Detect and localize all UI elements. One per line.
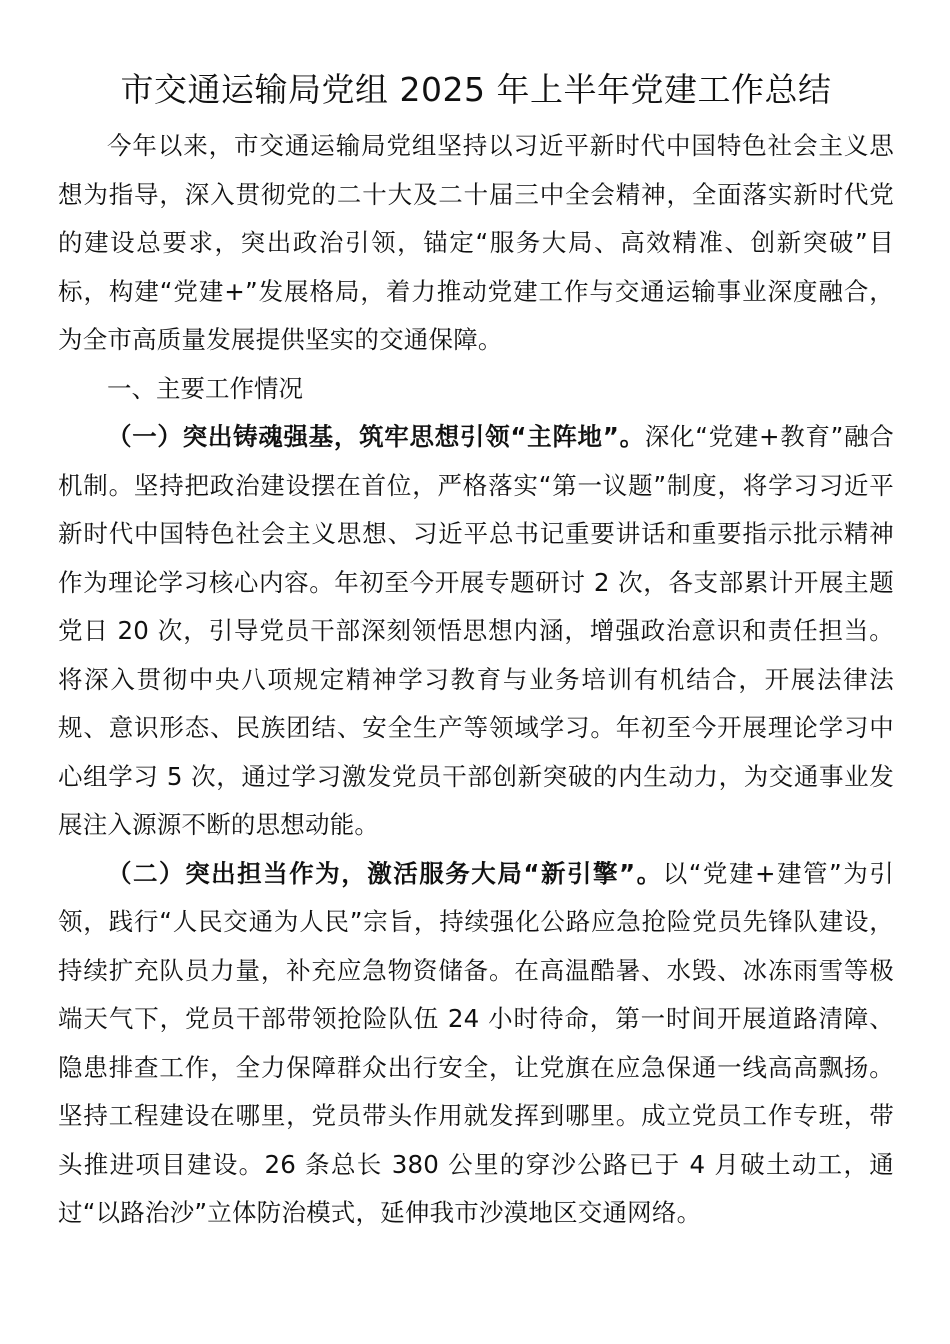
- subsection-2-heading: （二）突出担当作为，激活服务大局“新引擎”。: [107, 858, 663, 888]
- subsection-2-body: 以“党建+建管”为引领，践行“人民交通为人民”宗旨，持续强化公路应急抢险党员先锋队建设，持续扩充队员力量，补充应急物资储备。在高温酷暑、水毁、冰冻雨雪等极端天气下，党员干部带领抢险队伍 24 小时待命，第一时间开展道路清障、隐患排查工作，全力保障群众出行安全，让党旗在应急保通一线高高飘扬。坚持工程建设在哪里，党员带头作用就发挥到哪里。成立党员工作专班，带头推进项目建设。26 条总长 380 公里的穿沙公路已于 4 月破土动工，通过“以路治沙”立体防治模式，延伸我市沙漠地区交通网络。: [58, 858, 894, 1227]
- subsection-1-body: 深化“党建+教育”融合机制。坚持把政治建设摆在首位，严格落实“第一议题”制度，将学习习近平新时代中国特色社会主义思想、习近平总书记重要讲话和重要指示批示精神作为理论学习核心内容。年初至今开展专题研讨 2 次，各支部累计开展主题党日 20 次，引导党员干部深刻领悟思想内涵，增强政治意识和责任担当。将深入贯彻中央八项规定精神学习教育与业务培训有机结合，开展法律法规、意识形态、民族团结、安全生产等领域学习。年初至今开展理论学习中心组学习 5 次，通过学习激发党员干部创新突破的内生动力，为交通事业发展注入源源不断的思想动能。: [58, 422, 894, 839]
- subsection-2-paragraph: [58, 850, 894, 1238]
- section-heading-main-work: 一、主要工作情况: [107, 373, 303, 403]
- subsection-1-paragraph: [58, 413, 894, 850]
- document-page: [58, 64, 894, 1238]
- document-title: 市交通运输局党组 2025 年上半年党建工作总结: [120, 70, 832, 109]
- intro-paragraph: 今年以来，市交通运输局党组坚持以习近平新时代中国特色社会主义思想为指导，深入贯彻党的二十大及二十届三中全会精神，全面落实新时代党的建设总要求，突出政治引领，锚定“服务大局、高效精准、创新突破”目标，构建“党建+”发展格局，着力推动党建工作与交通运输事业深度融合，为全市高质量发展提供坚实的交通保障。: [58, 131, 894, 354]
- subsection-1-heading: （一）突出铸魂强基，筑牢思想引领“主阵地”。: [107, 422, 645, 451]
